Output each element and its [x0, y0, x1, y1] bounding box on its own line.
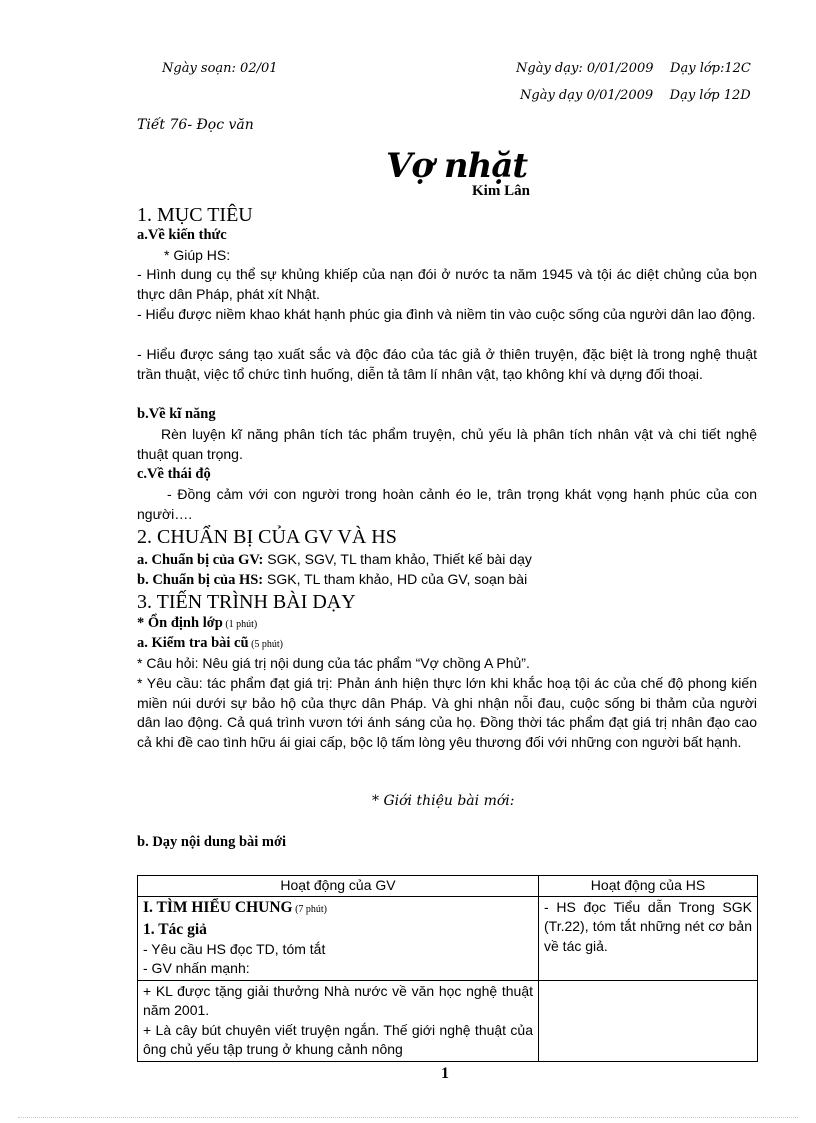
row1-hs-cell — [539, 896, 758, 980]
lesson-label: Tiết 76- Đọc văn — [137, 117, 254, 133]
row2-line2: + Là cây bút chuyên viết truyện ngắn. Thế giới nghệ thuật của ông chủ yếu tập trung ở khung cảnh nông — [143, 1021, 533, 1057]
page-number: 1 — [441, 1065, 449, 1082]
table-header-row — [138, 876, 758, 897]
row2-hs-cell — [539, 980, 758, 1061]
section-1a-help: * Giúp HS: — [164, 247, 231, 263]
section-3b-title: b. Dạy nội dung bài mới — [137, 834, 287, 850]
section-1b-text: Rèn luyện kĩ năng phân tích tác phẩm truyện, chủ yếu là phân tích nhân vật và chi tiết nghệ thuật quan trọng. — [137, 426, 757, 462]
section-1a-p1: - Hình dung cụ thể sự khủng khiếp của nạn đói ở nước ta năm 1945 và tội ác diệt chủng của bọn thực dân Pháp, phát xít Nhật. — [137, 266, 757, 302]
row1-heading — [143, 898, 533, 920]
section-3a-answer: * Yêu cầu: tác phẩm đạt giá trị: Phản ánh hiện thực lớn khi khắc hoạ tội ác của chế độ phong kiến miền núi dưới sự bảo hộ của thực dân Pháp. Và ghi nhận nỗi đau, cuộc sống bi thảm của người dân lao động. Cả quá trình vươn tới ánh sáng của họ. Đồng thời tác phẩm đạt giá trị nhân đạo cao cả khi đề cao tình hữu ái giai cấp, bộc lộ tấm lòng yêu thương đối với những con người bất hạnh. — [137, 675, 757, 750]
row1-line1: - Yêu cầu HS đọc TD, tóm tắt — [143, 940, 326, 957]
col-gv-header: Hoạt động của GV — [138, 876, 539, 897]
row1-line2: - GV nhấn mạnh: — [143, 960, 250, 976]
row1-hs-text: - HS đọc Tiểu dẫn Trong SGK (Tr.22), tóm tắt những nét cơ bản về tác giả. — [544, 898, 752, 954]
teach-date-12c: Ngày dạy: 0/01/2009 Dạy lớp:12C — [516, 61, 751, 76]
page-divider — [18, 1117, 798, 1118]
table-row — [138, 980, 758, 1061]
section-1c-text: - Đồng cảm với con người trong hoàn cảnh éo le, trân trọng khát vọng hạnh phúc của con người…. — [137, 486, 757, 522]
section-2a-text: SGK, SGV, TL tham khảo, Thiết kế bài dạy — [263, 551, 532, 567]
section-1c-title: c.Về thái độ — [137, 466, 211, 482]
section-3-title: 3. TIẾN TRÌNH BÀI DẠY — [137, 591, 356, 613]
section-2a — [137, 550, 757, 571]
section-3a-question: * Câu hỏi: Nêu giá trị nội dung của tác phẩm “Vợ chồng A Phủ”. — [137, 655, 530, 671]
table-row — [138, 896, 758, 980]
section-3-stable-time: (1 phút) — [222, 619, 258, 630]
section-1b-title: b.Về kĩ năng — [137, 406, 216, 422]
work-title: Vợ nhặt — [386, 146, 528, 186]
section-1a-p3: - Hiểu được sáng tạo xuất sắc và độc đáo của tác giả ở thiên truyện, đặc biệt là trong nghệ thuật trần thuật, việc tổ chức tình huống, diễn tả tâm lí nhân vật, tạo không khí và dựng đối thoại. — [137, 346, 757, 382]
section-2b-label: b. Chuẩn bị của HS: — [137, 572, 264, 588]
section-3-stable-label: * Ổn định lớp — [137, 615, 223, 631]
section-2-title: 2. CHUẨN BỊ CỦA GV VÀ HS — [137, 526, 397, 548]
section-3a-time: (5 phút) — [248, 639, 284, 650]
section-2b-text: SGK, TL tham khảo, HD của GV, soạn bài — [263, 571, 528, 587]
col-hs-header: Hoạt động của HS — [539, 876, 758, 897]
row1-heading-time: (7 phút) — [292, 903, 328, 915]
row1-gv-cell — [138, 896, 539, 980]
section-1-title: 1. MỤC TIÊU — [137, 204, 253, 226]
author-name: Kim Lân — [472, 183, 530, 199]
section-3a-title — [137, 634, 283, 654]
teach-date-12d: Ngày dạy 0/01/2009 Dạy lớp 12D — [520, 88, 751, 103]
section-3-intro: * Giới thiệu bài mới: — [372, 793, 515, 809]
row2-gv-cell — [138, 980, 539, 1061]
activity-table — [137, 875, 758, 1062]
section-2a-label: a. Chuẩn bị của GV: — [137, 552, 264, 568]
section-1a-title: a.Về kiến thức — [137, 227, 227, 243]
section-3a-label: a. Kiểm tra bài cũ — [137, 635, 249, 651]
section-3-stable — [137, 614, 257, 634]
row1-heading-label: I. TÌM HIỂU CHUNG — [143, 898, 293, 916]
date-prepared: Ngày soạn: 02/01 — [162, 61, 278, 76]
section-2b — [137, 570, 757, 591]
row2-line1: + KL được tặng giải thưởng Nhà nước về văn học nghệ thuật năm 2001. — [143, 982, 533, 1018]
section-1a-p2: - Hiểu được niềm khao khát hạnh phúc gia đình và niềm tin vào cuộc sống của người dân lao động. — [137, 306, 756, 322]
row1-subheading: 1. Tác giả — [143, 920, 207, 938]
